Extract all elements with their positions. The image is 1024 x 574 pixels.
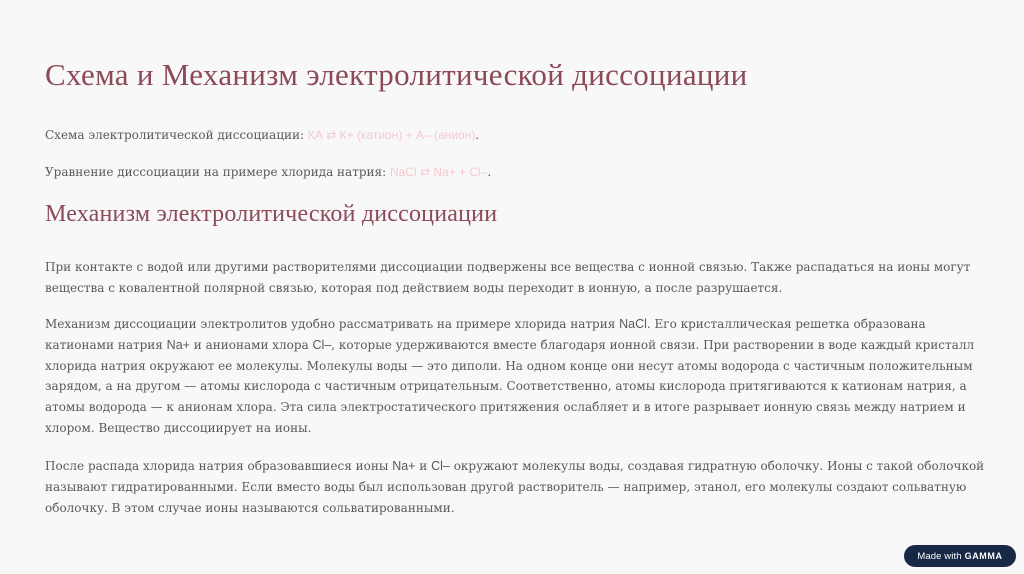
chloride-ion: Cl– [312,337,332,352]
para3-text-2: и [415,459,432,473]
equation-formula: NaCl ⇄ Na+ + Cl– [389,165,488,179]
para2-text-3: и анионами хлора [189,337,313,352]
made-with-gamma-badge[interactable] [904,545,1016,567]
para3-text-3: окружают молекулы воды, создавая гидратную оболочку. Ионы с такой оболочкой называют гидратированными. Если вместо воды был использован другой растворитель — например, этанол, его молекулы создают сольватную оболочку. В этом случае ионы называются сольватированными. [45,459,985,515]
equation-line [45,162,491,183]
scheme-line [45,125,479,146]
sodium-ion: Na+ [166,337,190,352]
page-title: Схема и Механизм электролитической диссоциации [45,57,748,92]
chloride-ion: Cl– [431,459,450,473]
gamma-logo: GAMMA [964,551,1003,561]
para2-text-2: . Его кристаллическая решетка образована катионами натрия [45,317,926,352]
para2-text-4: , которые удерживаются вместе благодаря ионной связи. При растворении в воде каждый кристалл хлорида натрия окружают ее молекулы. Молекулы воды — это диполи. На одном конце они несут атомы водорода с частичным положительным зарядом, а на другом — атомы кислорода с частичным отрицательным. Соответственно, атомы кислорода притягиваются к катионам натрия, а атомы водорода — к анионам хлора. Эта сила электростатического притяжения ослабляет и в итоге разрывает ионную связь между натрием и хлором. Вещество диссоциирует на ионы. [45,337,975,435]
mechanism-heading: Механизм электролитической диссоциации [45,201,498,227]
nacl-formula: NaCl [619,317,647,331]
equation-label: Уравнение диссоциации на примере хлорида натрия: [45,165,390,179]
paragraph-hydration [45,456,985,518]
para2-text-1: Механизм диссоциации электролитов удобно рассматривать на примере хлорида натрия [45,317,620,331]
scheme-label: Схема электролитической диссоциации: [45,128,308,142]
paragraph-mechanism [45,314,985,439]
badge-prefix: Made with [917,550,962,562]
para3-text-1: После распада хлорида натрия образовавшиеся ионы [45,459,393,473]
scheme-formula: КА ⇄ К+ (катион) + А– (анион) [307,128,476,142]
sodium-ion: Na+ [392,459,416,473]
scheme-end: . [475,128,480,142]
equation-end: . [487,165,492,179]
paragraph-contact: При контакте с водой или другими растворителями диссоциации подвержены все вещества с ионной связью. Также распадаться на ионы могут вещества с ковалентной полярной связью, которая под действием воды переходит в ионную, а после разрушается. [45,260,971,295]
